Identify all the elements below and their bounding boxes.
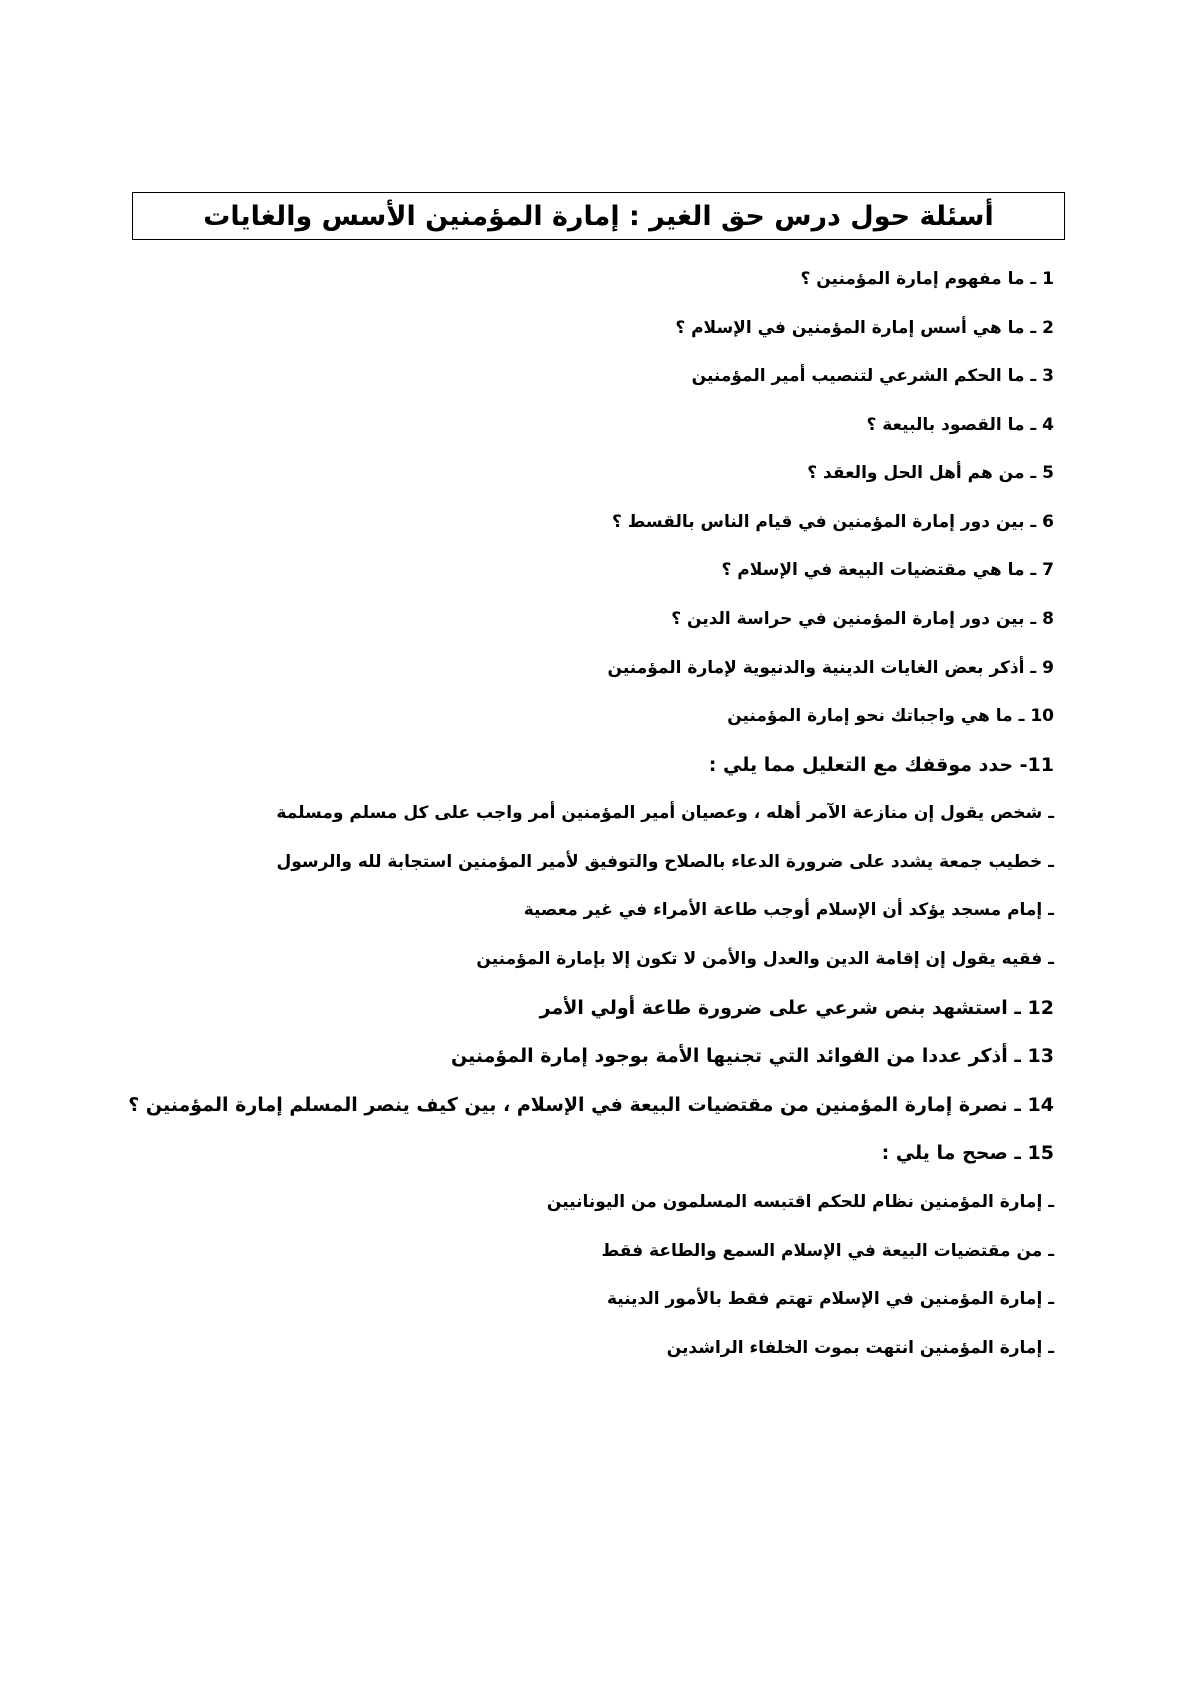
question-11-item-2: ـ خطيب جمعة يشدد على ضرورة الدعاء بالصلاح والتوفيق لأمير المؤمنين استجابة لله والرسول (276, 852, 1054, 872)
question-14: 14 ـ نصرة إمارة المؤمنين من مقتضيات البيعة في الإسلام ، بين كيف ينصر المسلم إمارة المؤمنين ؟ (128, 1094, 1054, 1116)
title-box (132, 192, 1065, 240)
question-15-item-2: ـ من مقتضيات البيعة في الإسلام السمع والطاعة فقط (601, 1241, 1054, 1261)
question-4: 4 ـ ما القصود بالبيعة ؟ (866, 415, 1054, 435)
question-15-item-3: ـ إمارة المؤمنين في الإسلام تهتم فقط بالأمور الدينية (606, 1289, 1054, 1309)
question-10: 10 ـ ما هي واجباتك نحو إمارة المؤمنين (727, 706, 1054, 726)
question-15-item-4: ـ إمارة المؤمنين انتهت بموت الخلفاء الراشدين (666, 1338, 1054, 1358)
page-title: أسئلة حول درس حق الغير : إمارة المؤمنين الأسس والغايات (203, 200, 994, 232)
question-12: 12 ـ استشهد بنص شرعي على ضرورة طاعة أولي الأمر (539, 997, 1054, 1019)
question-11: 11- حدد موقفك مع التعليل مما يلي : (708, 754, 1054, 776)
question-15: 15 ـ صحح ما يلي : (881, 1142, 1054, 1164)
question-15-item-1: ـ إمارة المؤمنين نظام للحكم اقتبسه المسلمون من اليونانيين (546, 1192, 1054, 1212)
question-3: 3 ـ ما الحكم الشرعي لتنصيب أمير المؤمنين (691, 366, 1054, 386)
question-11-item-1: ـ شخص يقول إن منازعة الآمر أهله ، وعصيان أمير المؤمنين أمر واجب على كل مسلم ومسلمة (276, 803, 1054, 823)
question-8: 8 ـ بين دور إمارة المؤمنين في حراسة الدين ؟ (671, 609, 1054, 629)
question-11-item-4: ـ فقيه يقول إن إقامة الدين والعدل والأمن لا تكون إلا بإمارة المؤمنين (476, 949, 1054, 969)
question-13: 13 ـ أذكر عددا من الفوائد التي تجنيها الأمة بوجود إمارة المؤمنين (450, 1045, 1054, 1067)
question-2: 2 ـ ما هي أسس إمارة المؤمنين في الإسلام ؟ (675, 318, 1054, 338)
question-1: 1 ـ ما مفهوم إمارة المؤمنين ؟ (800, 269, 1054, 289)
question-5: 5 ـ من هم أهل الحل والعقد ؟ (807, 463, 1054, 483)
question-11-item-3: ـ إمام مسجد يؤكد أن الإسلام أوجب طاعة الأمراء في غير معصية (523, 900, 1054, 920)
question-9: 9 ـ أذكر بعض الغايات الدينية والدنيوية لإمارة المؤمنين (607, 658, 1054, 678)
question-7: 7 ـ ما هي مقتضيات البيعة في الإسلام ؟ (721, 560, 1054, 580)
question-6: 6 ـ بين دور إمارة المؤمنين في قيام الناس بالقسط ؟ (611, 512, 1054, 532)
